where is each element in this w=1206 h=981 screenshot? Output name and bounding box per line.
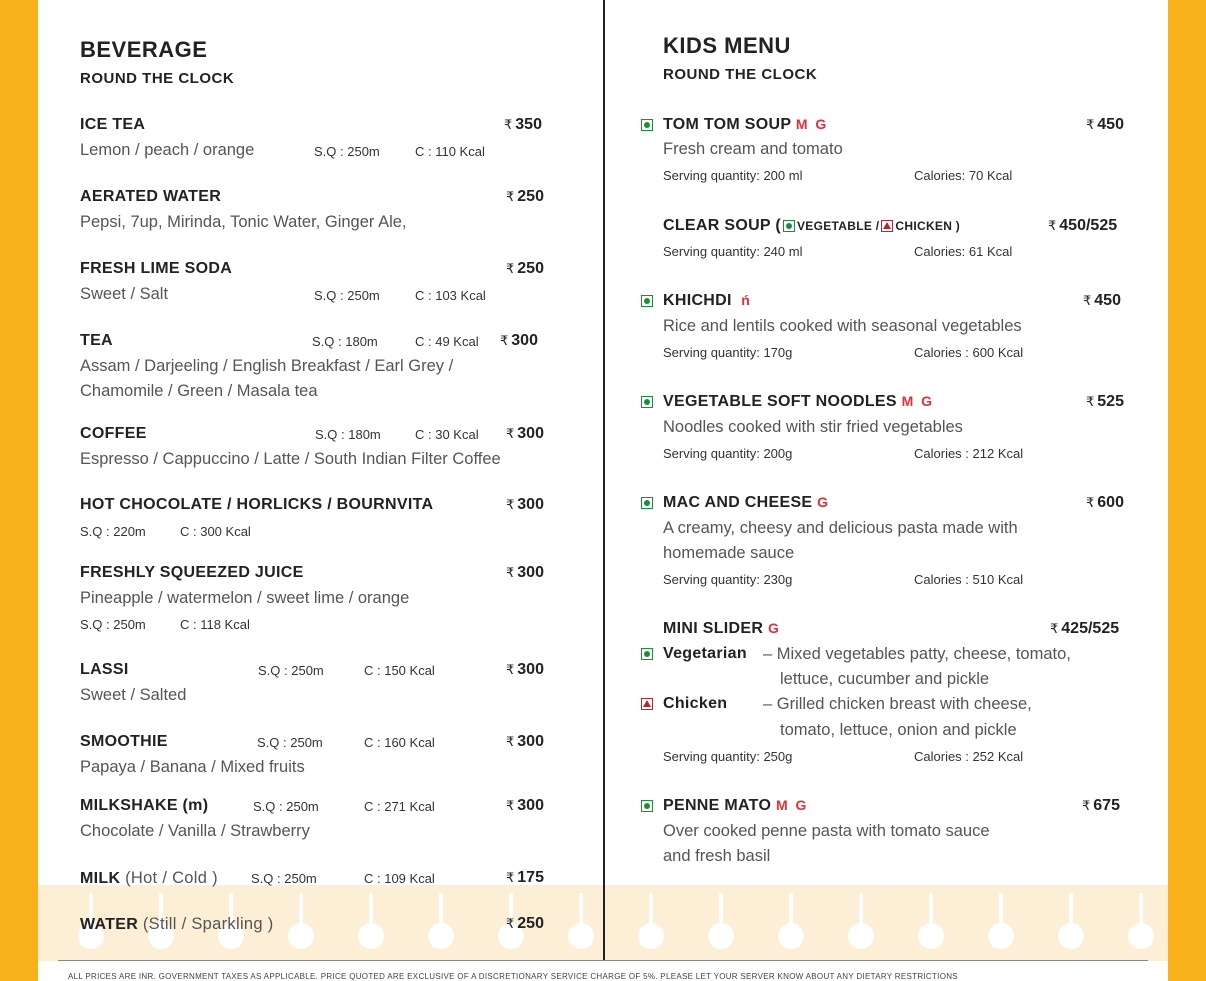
item-name: MAC AND CHEESE G bbox=[663, 494, 831, 511]
rupee-icon: ₹ bbox=[506, 734, 515, 749]
variant-desc: – Grilled chicken breast with cheese, bbox=[763, 695, 1032, 713]
item-desc: Noodles cooked with stir fried vegetables bbox=[663, 418, 963, 436]
item-desc: Fresh cream and tomato bbox=[663, 140, 843, 158]
column-divider bbox=[603, 0, 605, 960]
item-name: SMOOTHIE bbox=[80, 733, 168, 750]
item-name: MILK (Hot / Cold ) bbox=[80, 869, 218, 887]
item-sq: S.Q : 250m bbox=[253, 799, 319, 814]
item-name: MILKSHAKE (m) bbox=[80, 797, 209, 814]
item-desc: A creamy, cheesy and delicious pasta made with bbox=[663, 519, 1018, 537]
item-cal: Calories : 600 Kcal bbox=[914, 345, 1024, 360]
item-name: COFFEE bbox=[80, 425, 147, 442]
item-cal: C : 160 Kcal bbox=[364, 735, 435, 750]
item-sq: S.Q : 220m bbox=[80, 524, 146, 539]
item-sq: S.Q : 180m bbox=[312, 334, 378, 349]
rupee-icon: ₹ bbox=[506, 798, 515, 813]
item-desc: Pineapple / watermelon / sweet lime / orange bbox=[80, 589, 410, 607]
variant-desc: lettuce, cucumber and pickle bbox=[780, 670, 990, 688]
menu-page bbox=[38, 0, 1168, 981]
allergen-tags: M G bbox=[795, 116, 829, 132]
item-sq: S.Q : 250m bbox=[80, 617, 146, 632]
item-sq: S.Q : 250m bbox=[258, 663, 324, 678]
item-price: ₹ 300 bbox=[506, 661, 544, 678]
rupee-icon: ₹ bbox=[506, 261, 515, 276]
item-cal: Calories : 510 Kcal bbox=[914, 572, 1024, 587]
rupee-icon: ₹ bbox=[1050, 621, 1059, 636]
item-name: TEA bbox=[80, 332, 113, 349]
allergen-tags: M G bbox=[775, 797, 809, 813]
rupee-icon: ₹ bbox=[506, 870, 515, 885]
item-desc: Over cooked penne pasta with tomato sauce bbox=[663, 822, 990, 840]
rupee-icon: ₹ bbox=[500, 333, 509, 348]
kids-subtitle: ROUND THE CLOCK bbox=[663, 66, 818, 83]
rupee-icon: ₹ bbox=[1083, 293, 1092, 308]
veg-icon bbox=[641, 295, 653, 307]
veg-icon bbox=[783, 220, 795, 232]
rupee-icon: ₹ bbox=[506, 497, 515, 512]
item-sq: S.Q : 250m bbox=[314, 288, 380, 303]
item-price: ₹ 300 bbox=[506, 564, 544, 581]
item-cal: C : 103 Kcal bbox=[415, 288, 486, 303]
rupee-icon: ₹ bbox=[504, 117, 513, 132]
item-price: ₹ 600 bbox=[1086, 494, 1124, 511]
variant-name: Vegetarian bbox=[663, 645, 747, 662]
allergen-tags: M G bbox=[901, 393, 935, 409]
item-cal: C : 30 Kcal bbox=[415, 427, 479, 442]
item-desc: Sweet / Salt bbox=[80, 285, 169, 303]
allergen-tags: G bbox=[767, 620, 781, 636]
item-name: MINI SLIDER G bbox=[663, 620, 781, 637]
item-price: ₹ 300 bbox=[506, 733, 544, 750]
item-cal: C : 150 Kcal bbox=[364, 663, 435, 678]
item-desc: Assam / Darjeeling / English Breakfast / Earl Grey / bbox=[80, 357, 454, 375]
item-cal: Calories: 70 Kcal bbox=[914, 168, 1013, 183]
item-cal: C : 110 Kcal bbox=[415, 144, 485, 159]
item-desc: homemade sauce bbox=[663, 544, 795, 562]
item-cal: C : 49 Kcal bbox=[415, 334, 479, 349]
variant-desc: – Mixed vegetables patty, cheese, tomato, bbox=[763, 645, 1071, 663]
item-desc: Papaya / Banana / Mixed fruits bbox=[80, 758, 305, 776]
item-name: ICE TEA bbox=[80, 116, 146, 133]
rupee-icon: ₹ bbox=[506, 662, 515, 677]
item-sq: Serving quantity: 250g bbox=[663, 749, 793, 764]
veg-icon bbox=[641, 396, 653, 408]
item-sq: S.Q : 180m bbox=[315, 427, 381, 442]
item-sq: S.Q : 250m bbox=[314, 144, 380, 159]
item-name: FRESH LIME SODA bbox=[80, 260, 233, 277]
item-cal: C : 118 Kcal bbox=[180, 617, 250, 632]
item-price: ₹ 300 bbox=[506, 496, 544, 513]
item-extra: (Still / Sparkling ) bbox=[142, 915, 274, 933]
item-price: ₹ 450 bbox=[1083, 292, 1121, 309]
item-price: ₹ 300 bbox=[500, 332, 538, 349]
variant-name: Chicken bbox=[663, 695, 728, 712]
rupee-icon: ₹ bbox=[1086, 394, 1095, 409]
item-name: CLEAR SOUP ( VEGETABLE / CHICKEN ) bbox=[663, 217, 961, 234]
item-name: AERATED WATER bbox=[80, 188, 222, 205]
item-name: PENNE MATO M G bbox=[663, 797, 809, 814]
item-cal: Calories : 212 Kcal bbox=[914, 446, 1024, 461]
item-price: ₹ 450/525 bbox=[1048, 217, 1118, 234]
rupee-icon: ₹ bbox=[506, 565, 515, 580]
item-desc: Lemon / peach / orange bbox=[80, 141, 255, 159]
item-name: LASSI bbox=[80, 661, 129, 678]
item-name: TOM TOM SOUP M G bbox=[663, 116, 829, 133]
footer-rule bbox=[58, 960, 1148, 961]
rupee-icon: ₹ bbox=[506, 916, 515, 931]
item-desc: and fresh basil bbox=[663, 847, 771, 865]
rupee-icon: ₹ bbox=[1048, 218, 1057, 233]
item-price: ₹ 675 bbox=[1082, 797, 1120, 814]
item-price: ₹ 300 bbox=[506, 425, 544, 442]
nonveg-icon bbox=[641, 698, 653, 710]
item-price: ₹ 525 bbox=[1086, 393, 1124, 410]
item-price: ₹ 425/525 bbox=[1050, 620, 1120, 637]
item-name: KHICHDI ń bbox=[663, 292, 752, 309]
item-price: ₹ 175 bbox=[506, 869, 544, 886]
item-sq: S.Q : 250m bbox=[257, 735, 323, 750]
item-cal: C : 109 Kcal bbox=[364, 871, 435, 886]
item-extra: (Hot / Cold ) bbox=[125, 869, 218, 887]
item-price: ₹ 250 bbox=[506, 188, 544, 205]
rupee-icon: ₹ bbox=[1082, 798, 1091, 813]
rupee-icon: ₹ bbox=[506, 426, 515, 441]
item-cal: C : 300 Kcal bbox=[180, 524, 251, 539]
item-cal: Calories: 61 Kcal bbox=[914, 244, 1013, 259]
item-price: ₹ 250 bbox=[506, 915, 544, 932]
allergen-tags: G bbox=[817, 494, 831, 510]
nonveg-icon bbox=[881, 220, 893, 232]
item-desc: Chocolate / Vanilla / Strawberry bbox=[80, 822, 310, 840]
item-price: ₹ 350 bbox=[504, 116, 542, 133]
item-price: ₹ 450 bbox=[1086, 116, 1124, 133]
item-sq: Serving quantity: 200 ml bbox=[663, 168, 803, 183]
item-desc: Espresso / Cappuccino / Latte / South Indian Filter Coffee bbox=[80, 450, 501, 468]
kids-title: KIDS MENU bbox=[663, 33, 791, 58]
veg-icon bbox=[641, 648, 653, 660]
item-sq: S.Q : 250m bbox=[251, 871, 317, 886]
item-sq: Serving quantity: 200g bbox=[663, 446, 793, 461]
item-name: HOT CHOCOLATE / HORLICKS / BOURNVITA bbox=[80, 496, 434, 513]
rupee-icon: ₹ bbox=[1086, 495, 1095, 510]
allergen-tags: ń bbox=[741, 292, 752, 308]
item-desc: Chamomile / Green / Masala tea bbox=[80, 382, 318, 400]
item-price: ₹ 250 bbox=[506, 260, 544, 277]
veg-icon bbox=[641, 497, 653, 509]
variant-desc: tomato, lettuce, onion and pickle bbox=[780, 721, 1017, 739]
item-sq: Serving quantity: 240 ml bbox=[663, 244, 803, 259]
beverage-subtitle: ROUND THE CLOCK bbox=[80, 70, 235, 87]
item-sq: Serving quantity: 170g bbox=[663, 345, 793, 360]
item-cal: Calories : 252 Kcal bbox=[914, 749, 1024, 764]
rupee-icon: ₹ bbox=[506, 189, 515, 204]
rupee-icon: ₹ bbox=[1086, 117, 1095, 132]
item-cal: C : 271 Kcal bbox=[364, 799, 435, 814]
item-desc: Rice and lentils cooked with seasonal vegetables bbox=[663, 317, 1022, 335]
item-desc: Sweet / Salted bbox=[80, 686, 187, 704]
beverage-title: BEVERAGE bbox=[80, 37, 208, 62]
footer-disclaimer: ALL PRICES ARE INR. GOVERNMENT TAXES AS APPLICABLE. PRICE QUOTED ARE EXCLUSIVE OF A DISCRETIONARY SERVICE CHARGE OF 5%. PLEASE LET YOUR SERVER KNOW ABOUT ANY DIETARY RESTRICTIONS bbox=[68, 972, 958, 981]
item-desc: Pepsi, 7up, Mirinda, Tonic Water, Ginger Ale, bbox=[80, 213, 407, 231]
veg-icon bbox=[641, 800, 653, 812]
item-name: WATER (Still / Sparkling ) bbox=[80, 915, 274, 933]
item-price: ₹ 300 bbox=[506, 797, 544, 814]
item-name: VEGETABLE SOFT NOODLES M G bbox=[663, 393, 935, 410]
veg-icon bbox=[641, 119, 653, 131]
item-sq: Serving quantity: 230g bbox=[663, 572, 793, 587]
item-name: FRESHLY SQUEEZED JUICE bbox=[80, 564, 304, 581]
